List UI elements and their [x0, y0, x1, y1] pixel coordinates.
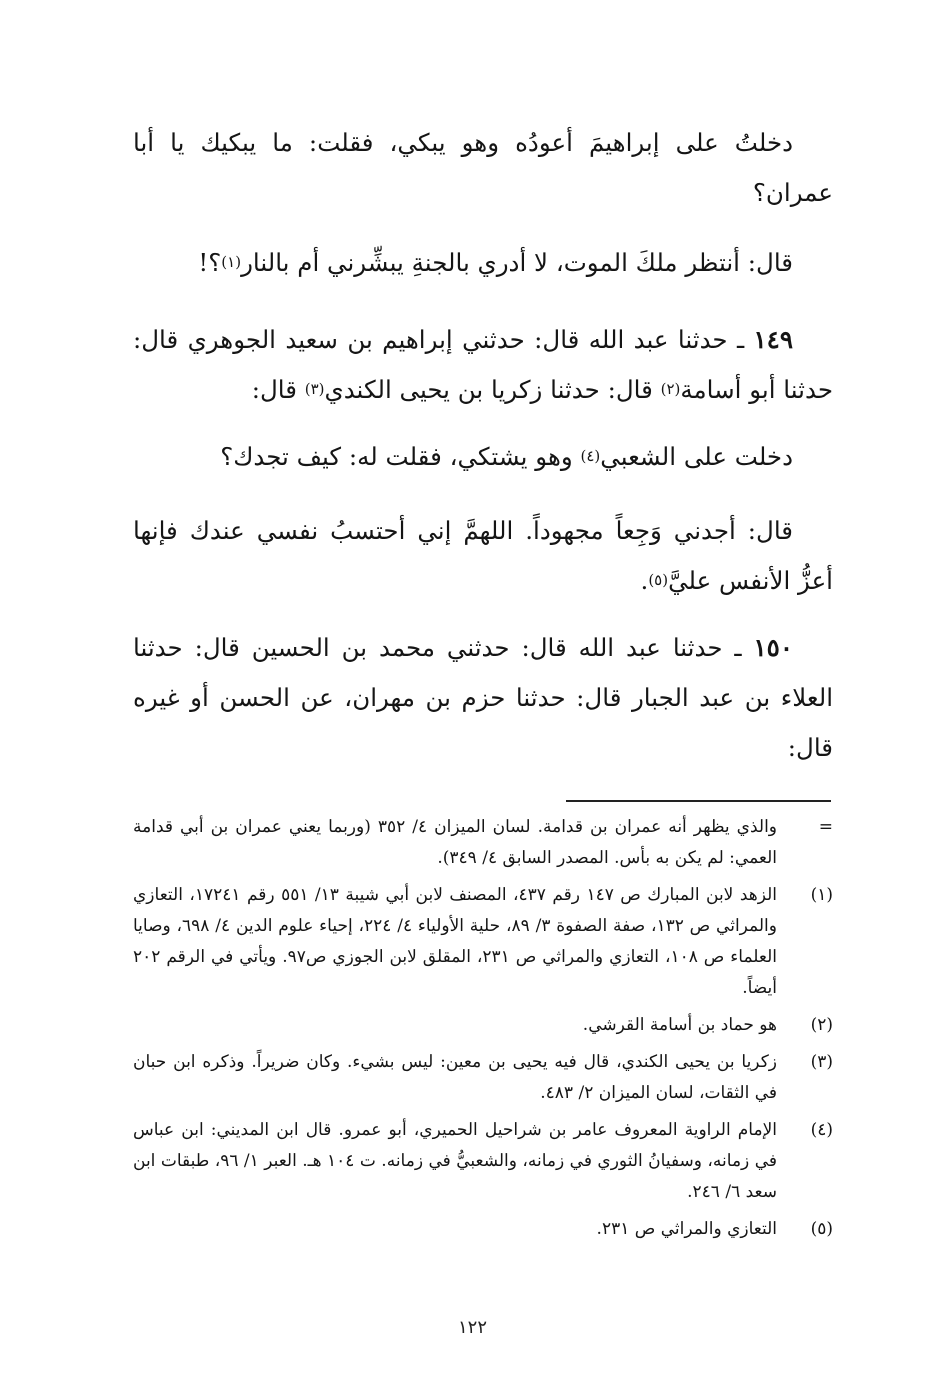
paragraph-5	[133, 506, 833, 606]
paragraph-2	[133, 238, 833, 288]
hadith-number-150: ١٥٠	[753, 633, 793, 662]
footnote-continuation	[133, 812, 833, 874]
footnote-text: الزهد لابن المبارك ص ١٤٧ رقم ٤٣٧، المصنف لابن أبي شيبة ١٣/ ٥٥١ رقم ١٧٢٤١، التعازي والمراثي ص ١٣٢، صفة الصفوة ٣/ ٨٩، حلية الأولياء ٤/ ٢٢٤، إحياء علوم الدين ٤/ ٦٩٨، وصايا العلماء ص ١٠٨، التعازي والمراثي ص ٢٣١، المقلق لابن الجوزي ص٩٧. ويأتي في الرقم ٢٠٢ أيضاً.	[133, 885, 778, 998]
paragraph-4-text-a: دخلت على الشعبي	[600, 442, 793, 471]
footnote-ref-3[interactable]: (٣)	[304, 380, 325, 398]
hadith-number-149: ١٤٩	[753, 325, 793, 354]
paragraph-2-text: قال: أنتظر ملكَ الموت، لا أدري بالجنةِ يبشِّرني أم بالنار	[241, 248, 793, 277]
footnote-mark: (١)	[810, 885, 833, 905]
paragraph-6-text: ـ حدثنا عبد الله قال: حدثني محمد بن الحسين قال: حدثنا العلاء بن عبد الجبار قال: حدثنا حزم بن مهران، عن الحسن أو غيره قال:	[133, 633, 833, 762]
paragraph-6	[133, 623, 833, 773]
paragraph-1	[133, 118, 833, 218]
paragraph-5-text: قال: أجدني وَجِعاً مجهوداً. اللهمَّ إني أحتسبُ نفسي عندك فإنها أعزُّ الأنفس عليَّ	[133, 516, 833, 595]
footnote-5	[133, 1214, 833, 1245]
footnote-mark: (٢)	[810, 1015, 833, 1035]
footnote-mark: (٤)	[810, 1120, 833, 1140]
footnotes	[133, 812, 833, 1251]
page-number: ١٢٢	[457, 1317, 487, 1338]
footnote-mark: (٣)	[810, 1052, 833, 1072]
footnote-text: التعازي والمراثي ص ٢٣١.	[596, 1219, 777, 1239]
footnote-ref-2[interactable]: (٢)	[660, 380, 681, 398]
footnote-mark: =	[818, 817, 833, 837]
paragraph-4-text-b: وهو يشتكي، فقلت له: كيف تجدك؟	[220, 442, 581, 471]
footnote-3	[133, 1047, 833, 1109]
paragraph-1-text: دخلتُ على إبراهيمَ أعودُه وهو يبكي، فقلت: ما يبكيك يا أبا عمران؟	[133, 128, 833, 207]
footnote-4	[133, 1115, 833, 1208]
paragraph-2-end: ؟!	[198, 248, 222, 277]
paragraph-5-end: .	[640, 566, 649, 595]
footnote-ref-5[interactable]: (٥)	[648, 571, 669, 589]
footnote-separator	[566, 800, 831, 802]
footnote-text: الإمام الراوية المعروف عامر بن شراحيل الحميري، أبو عمرو. قال ابن المديني: ابن عباس في زمانه، وسفيانُ الثوري في زمانه، والشعبيُّ في زمانه. ت ١٠٤ هـ. العبر ١/ ٩٦، طبقات ابن سعد ٦/ ٢٤٦.	[133, 1120, 777, 1202]
footnote-2	[133, 1010, 833, 1041]
paragraph-3-text-c: قال:	[251, 375, 305, 404]
footnote-text: والذي يظهر أنه عمران بن قدامة. لسان الميزان ٤/ ٣٥٢ (وربما يعني عمران بن أبي قدامة العمي: لم يكن به بأس. المصدر السابق ٤/ ٣٤٩).	[133, 817, 778, 868]
footnote-mark: (٥)	[810, 1219, 833, 1239]
paragraph-4	[133, 432, 833, 482]
footnote-text: زكريا بن يحيى الكندي، قال فيه يحيى بن معين: ليس بشيء. وكان ضريراً. وذكره ابن حبان في الثقات، لسان الميزان ٢/ ٤٨٣.	[133, 1052, 777, 1103]
paragraph-3	[133, 315, 833, 415]
footnote-ref-4[interactable]: (٤)	[580, 447, 601, 465]
paragraph-3-text-b: قال: حدثنا زكريا بن يحيى الكندي	[324, 375, 661, 404]
paragraph-3-text-a: ـ حدثنا عبد الله قال: حدثني إبراهيم بن سعيد الجوهري قال: حدثنا أبو أسامة	[133, 325, 833, 404]
footnote-1	[133, 880, 833, 1004]
footnote-ref-1[interactable]: (١)	[221, 253, 242, 271]
footnote-text: هو حماد بن أسامة القرشي.	[582, 1015, 777, 1035]
